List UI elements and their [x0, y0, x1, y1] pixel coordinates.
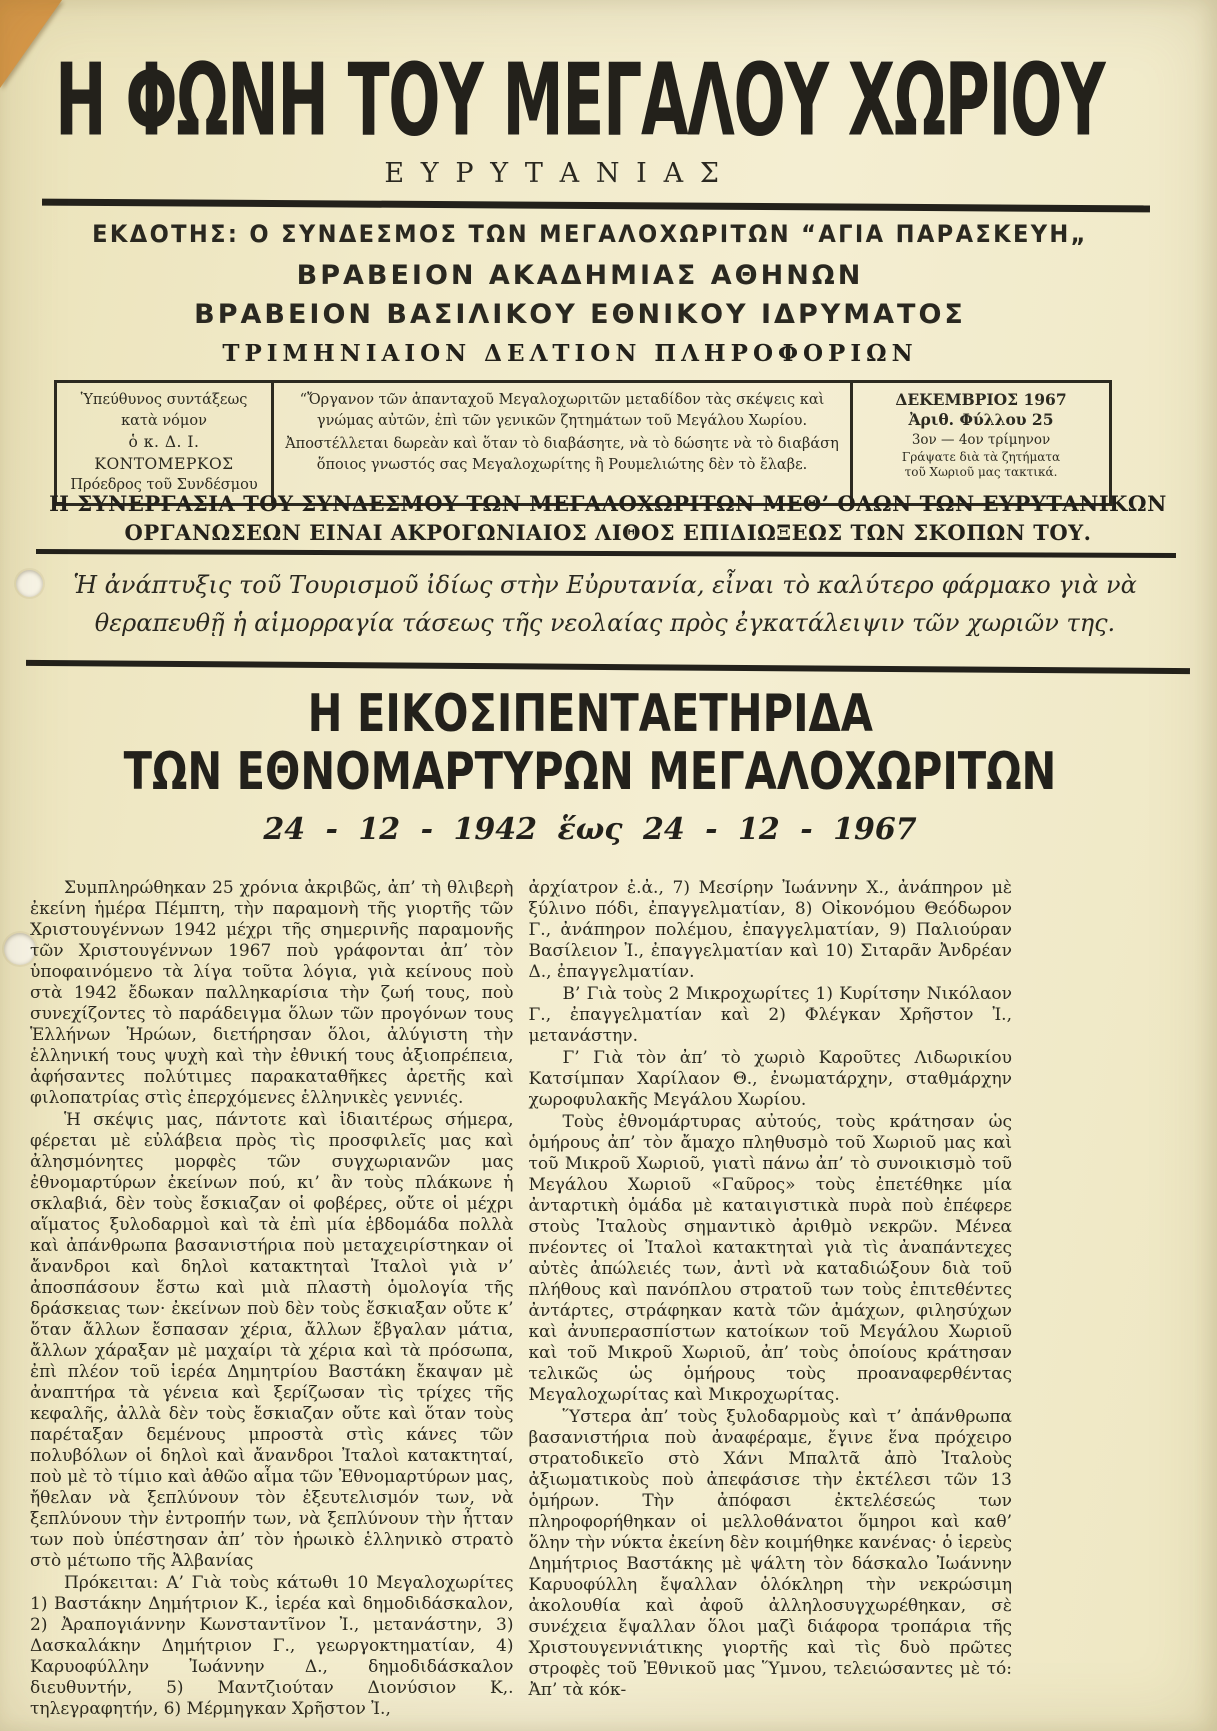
award-line-2: ΒΡΑΒΕΙΟΝ ΒΑΣΙΛΙΚΟΥ ΕΘΝΙΚΟΥ ΙΔΡΥΜΑΤΟΣ	[194, 299, 966, 330]
paragraph: Ὕστερα ἀπ’ τοὺς ξυλοδαρμοὺς καὶ τ’ ἀπάνθρωπα βασανιστήρια ποὺ ἀναφέραμε, ἔγινε ἕνα πρόχειρο στρατοδικεῖο στὸ Χάνι Μπαλτᾶ ἀπὸ Ἰταλοὺς ἀξιωματικοὺς ποὺ ἀπεφάσισε τὴν ἐκτέλεσι τῶν 13 ὁμήρων. Τὴν ἀπόφασι ἐκτελέσεώς των πληροφορήθηκαν οἱ μελλοθάνατοι ὅμηροι καὶ καθ’ ὅλην τὴν νύκτα ἐκείνη δὲν κοιμήθηκε κανένας· ὁ ἱερεὺς Δημήτριος Βαστάκης μὲ ψάλτη τὸν δάσκαλο Ἰωάννην Καρυοφύλλη ἔψαλλαν ὁλόκληρη τὴν νεκρώσιμη ἀκολουθία καὶ ἀφοῦ ἀλληλοσυγχωρέθηκαν, σὲ συνέχεια ἔψαλλαν ὅλοι μαζὶ διάφορα τροπάρια τῆς Χριστουγεννιάτικης γιορτῆς καὶ τὶς δυὸ πρῶτες στροφὲς τοῦ Ἐθνικοῦ μας Ὕμνου, τελειώσαντες μὲ τό: Ἀπ’ τὰ κόκ-	[528, 1407, 1012, 1700]
masthead-title: Η ΦΩΝΗ ΤΟΥ ΜΕΓΑΛΟΥ ΧΩΡΙΟΥ	[55, 41, 1105, 159]
masthead	[20, 41, 1140, 159]
paragraph: Πρόκειται: Α’ Γιὰ τοὺς κάτωθι 10 Μεγαλοχωρίτες 1) Βαστάκην Δημήτριον Κ., ἱερέα καὶ δημοδιδάσκαλον, 2) Ἀραπογιάννην Κωνσταντῖνον Ἰ., μετανάστην, 3) Δασκαλάκην Δημήτριον Γ., γεωργοκτηματίαν, 4) Καρυοφύλλην Ἰωάννην Δ., δημοδιδάσκαλον διευθυντήν, 5) Μαντζιούταν Διονύσιον Κ,. τηλεγραφητήν, 6) Μέρμηγκαν Χρῆστον Ἰ.,	[30, 1573, 514, 1719]
issue-cell	[850, 383, 1109, 503]
issue-number: Ἀριθ. Φύλλου 25	[908, 410, 1054, 430]
mission-paragraph: Ἀποστέλλεται δωρεὰν καὶ ὅταν τὸ διαβάσητε, νὰ τὸ δώσητε νὰ τὸ διαβάση ὅποιος γνωστός σας Μεγαλοχωρίτης ἢ Ρουμελιώτης δὲν τὸ ἔλαβε.	[285, 436, 839, 473]
masthead-subtitle: ΕΥΡΥΤΑΝΙΑΣ	[384, 158, 736, 189]
editor-title: Πρόεδρος τοῦ Συνδέσμου	[70, 477, 258, 494]
award-line-1: ΒΡΑΒΕΙΟΝ ΑΚΑΔΗΜΙΑΣ ΑΘΗΝΩΝ	[296, 260, 864, 291]
punch-hole	[16, 570, 43, 597]
info-box	[54, 380, 1112, 506]
tourism-motto: Ἡ ἀνάπτυξις τοῦ Τουρισμοῦ ἰδίως στὴν Εὐρυτανία, εἶναι τὸ καλύτερο φάρμακο γιὰ νὰ θεραπευθῇ ἡ αἱμορραγία τάσεως τῆς νεολαίας πρὸς ἐγκατάλειψιν τῶν χωριῶν της.	[73, 571, 1137, 638]
article-body	[30, 878, 1012, 1720]
divider-rule	[42, 199, 1150, 213]
mission-cell	[274, 383, 850, 503]
issue-note: τοῦ Χωριοῦ μας τακτικά.	[904, 464, 1058, 479]
paragraph: Συμπληρώθηκαν 25 χρόνια ἀκριβῶς, ἀπ’ τὴ θλιβερὴ ἐκείνη ἡμέρα Πέμπτη, τὴν παραμονὴ τῆς γιορτῆς τῶν Χριστουγέννων 1942 μέχρι τῆς σημερινῆς παραμονῆς τῶν Χριστουγέννων 1967 ποὺ γράφονται ἀπ’ τὸν ὑποφαινόμενο τὰ λίγα τοῦτα λόγια, γιὰ κείνους ποὺ στὰ 1942 ἔδωκαν παλληκαρίσια τὴν ζωή τους, ποὺ συνεχίζοντες τὸ παράδειγμα ὅλων τῶν προγόνων τους Ἑλλήνων Ἡρώων, διετήρησαν ὅλοι, ἀλύγιστη τὴν ἑλληνική τους ψυχὴ καὶ τὴν ἐθνική τους ἀξιοπρέπεια, ἀφήσαντες πολύτιμες παρακαταθῆκες ἀρετῆς καὶ φιλοπατρίας στὶς ἐπερχόμενες ἑλληνικὲς γεννιές.	[30, 878, 514, 1108]
article-column-right	[529, 878, 1013, 1720]
issue-note: Γράψατε διὰ τὰ ζητήματα	[901, 449, 1061, 464]
paragraph: Β’ Γιὰ τοὺς 2 Μικροχωρίτες 1) Κυρίτσην Νικόλαον Γ., ἐπαγγελματίαν καὶ 2) Φλέγκαν Χρῆστον Ἰ., μετανάστην.	[528, 984, 1012, 1046]
cooperation-statement: Η ΣΥΝΕΡΓΑΣΙΑ ΤΟΥ ΣΥΝΔΕΣΜΟΥ ΤΩΝ ΜΕΓΑΛΟΧΩΡΙΤΩΝ ΜΕΘ’ ΟΛΩΝ ΤΩΝ ΕΥΡΥΤΑΝΙΚΩΝ ΟΡΓΑΝΩΣΕΩΝ ΕΙΝΑΙ ΑΚΡΟΓΩΝΙΑΙΟΣ ΛΙΘΟΣ ΕΠΙΔΙΩΞΕΩΣ ΤΩΝ ΣΚΟΠΩΝ ΤΟΥ.	[49, 491, 1167, 545]
article-headline-line2: ΤΩΝ ΕΘΝΟΜΑΡΤΥΡΩΝ ΜΕΓΑΛΟΧΩΡΙΤΩΝ	[123, 742, 1057, 802]
mission-paragraph: “Ὄργανον τῶν ἁπανταχοῦ Μεγαλοχωριτῶν μεταδίδον τὰς σκέψεις καὶ γνώμας αὐτῶν, ἐπὶ τῶν γενικῶν ζητημάτων τοῦ Μεγάλου Χωρίου.	[299, 392, 825, 429]
divider-rule	[36, 549, 1176, 558]
issue-date: ΔΕΚΕΜΒΡΙΟΣ 1967	[895, 390, 1067, 409]
editor-line: Ὑπεύθυνος συντάξεως	[80, 392, 248, 408]
article-headline-line1: Η ΕΙΚΟΣΙΠΕΝΤΑΕΤΗΡΙΔΑ	[307, 684, 873, 744]
article-column-left	[30, 878, 514, 1720]
paragraph: Γ’ Γιὰ τὸν ἀπ’ τὸ χωριὸ Καροῦτες Λιδωρικίου Κατσίμπαν Χαρίλαον Θ., ἐνωματάρχην, σταθμάρχην χωροφυλακῆς Μεγάλου Χωρίου.	[528, 1048, 1012, 1110]
article-dateline: 24 - 12 - 1942 ἕως 24 - 12 - 1967	[263, 812, 917, 847]
editor-line: κατὰ νόμον	[121, 412, 207, 429]
issue-quarter: 3ον — 4ον τρίμηνον	[911, 432, 1051, 449]
publisher-line: ΕΚΔΟΤΗΣ: Ο ΣΥΝΔΕΣΜΟΣ ΤΩΝ ΜΕΓΑΛΟΧΩΡΙΤΩΝ “ΑΓΙΑ ΠΑΡΑΣΚΕΥΗ„	[92, 220, 1088, 248]
divider-rule	[26, 660, 1190, 674]
bulletin-line: ΤΡΙΜΗΝΙΑΙΟΝ ΔΕΛΤΙΟΝ ΠΛΗΡΟΦΟΡΙΩΝ	[222, 340, 918, 367]
paragraph: Τοὺς ἐθνομάρτυρας αὐτούς, τοὺς κράτησαν ὡς ὁμήρους ἀπ’ τὸν ἄμαχο πληθυσμὸ τοῦ Χωριοῦ μας καὶ τοῦ Μικροῦ Χωριοῦ, γιατὶ πάνω ἀπ’ τὸ συνοικισμὸ τοῦ Μεγάλου Χωριοῦ «Γαῦρος» τοὺς ἐπετέθηκε μία ἀνταρτικὴ ὁμάδα μὲ καταιγιστικὰ πυρὰ ποὺ ἐπέφερε στοὺς Ἰταλοὺς σημαντικὸ ἀριθμὸ νεκρῶν. Μένεα πνέοντες οἱ Ἰταλοὶ κατακτηταὶ γιὰ τὶς ἀναπάντεχες αὐτὲς ἀπώλειές των, ἀντὶ νὰ καταδιώξουν διὰ τοῦ πλήθους καὶ πανόπλου στρατοῦ των τοὺς ἐπιτεθέντες ἀντάρτες, στράφηκαν κατὰ τῶν ἀμάχων, φιλησύχων καὶ ἀνυπερασπίστων κατοίκων τοῦ Μεγάλου Χωριοῦ καὶ τοῦ Μικροῦ Χωριοῦ, ἀπ’ τοὺς ὁποίους κράτησαν τελικῶς ὡς ὁμήρους τοὺς προαναφερθέντας Μεγαλοχωρίτας καὶ Μικροχωρίτας.	[528, 1112, 1012, 1405]
paragraph: Ἡ σκέψις μας, πάντοτε καὶ ἰδιαιτέρως σήμερα, φέρεται μὲ εὐλάβεια πρὸς τὶς προσφιλεῖς μας καὶ ἀλησμόνητες μορφὲς τῶν συγχωριανῶν μας ἐθνομαρτύρων ἐκείνων πού, κι’ ἂν τοὺς πλάκωνε ἡ σκλαβιά, δὲν τοὺς ἔσκιαζαν οἱ φοβέρες, οὔτε οἱ μέχρι αἵματος ξυλοδαρμοὶ καὶ τὰ ἐπὶ μία ἑβδομάδα πολλὰ καὶ ἀπάνθρωπα βασανιστήρια ποὺ μεταχειρίστηκαν οἱ ἄνανδροι καὶ δηλοὶ κατακτηταὶ Ἰταλοὶ γιὰ ν’ ἀποσπάσουν ἔστω καὶ μιὰ πλαστὴ ὁμολογία τῆς δράσκειας των· ἐκείνων ποὺ δὲν τοὺς ἔσκιαξαν οὔτε κ’ ὅταν ἄλλων ἔσπασαν χέρια, ἄλλων ἔβγαλαν μάτια, ἄλλων χάραξαν μὲ μαχαίρι τὰ χέρια καὶ τὰ πρόσωπα, ἐπὶ πλέον τοῦ ἱερέα Δημητρίου Βαστάκη ἔκαψαν μὲ ἀναπτήρα τὰ γένεια καὶ ξερίζωσαν τὶς τρίχες τῆς κεφαλῆς, ἀλλὰ δὲν τοὺς ἔσκιαζαν οὔτε καὶ ὅταν τοὺς παρέταξαν δεμένους μπροστὰ στὶς κάνες τῶν πολυβόλων οἱ δηλοὶ καὶ ἄνανδροι Ἰταλοὶ κατακτηταί, ποὺ μὲ τὸ τίμιο καὶ ἀθῶο αἷμα τῶν Ἐθνομαρτύρων μας, ἤθελαν νὰ ξεπλύνουν τὸν ἐξευτελισμόν των, νὰ ξεπλύνουν τὴν ἐντροπήν των, νὰ ξεπλύνουν τὴν ἧτταν των ποὺ ὑπέστησαν ἀπ’ τὸν ἡρωικὸ ἑλληνικὸ στρατὸ στὸ μέτωπο τῆς Ἀλβανίας	[30, 1110, 514, 1571]
editor-name: ὁ κ. Δ. Ι. ΚΟΝΤΟΜΕΡΚΟΣ	[94, 433, 234, 474]
paragraph: ἀρχίατρον ἐ.ἀ., 7) Μεσίρην Ἰωάννην Χ., ἀνάπηρον μὲ ξύλινο πόδι, ἐπαγγελματίαν, 8) Οἰκονόμου Θεόδωρον Γ., ἀνάπηρον πολέμου, ἐπαγγελματίαν, 9) Παλιούραν Βασίλειον Ἰ., ἐπαγγελματίαν καὶ 10) Σιταρᾶν Ἀνδρέαν Δ., ἐπαγγελματίαν.	[528, 878, 1012, 982]
editor-cell	[57, 383, 274, 503]
